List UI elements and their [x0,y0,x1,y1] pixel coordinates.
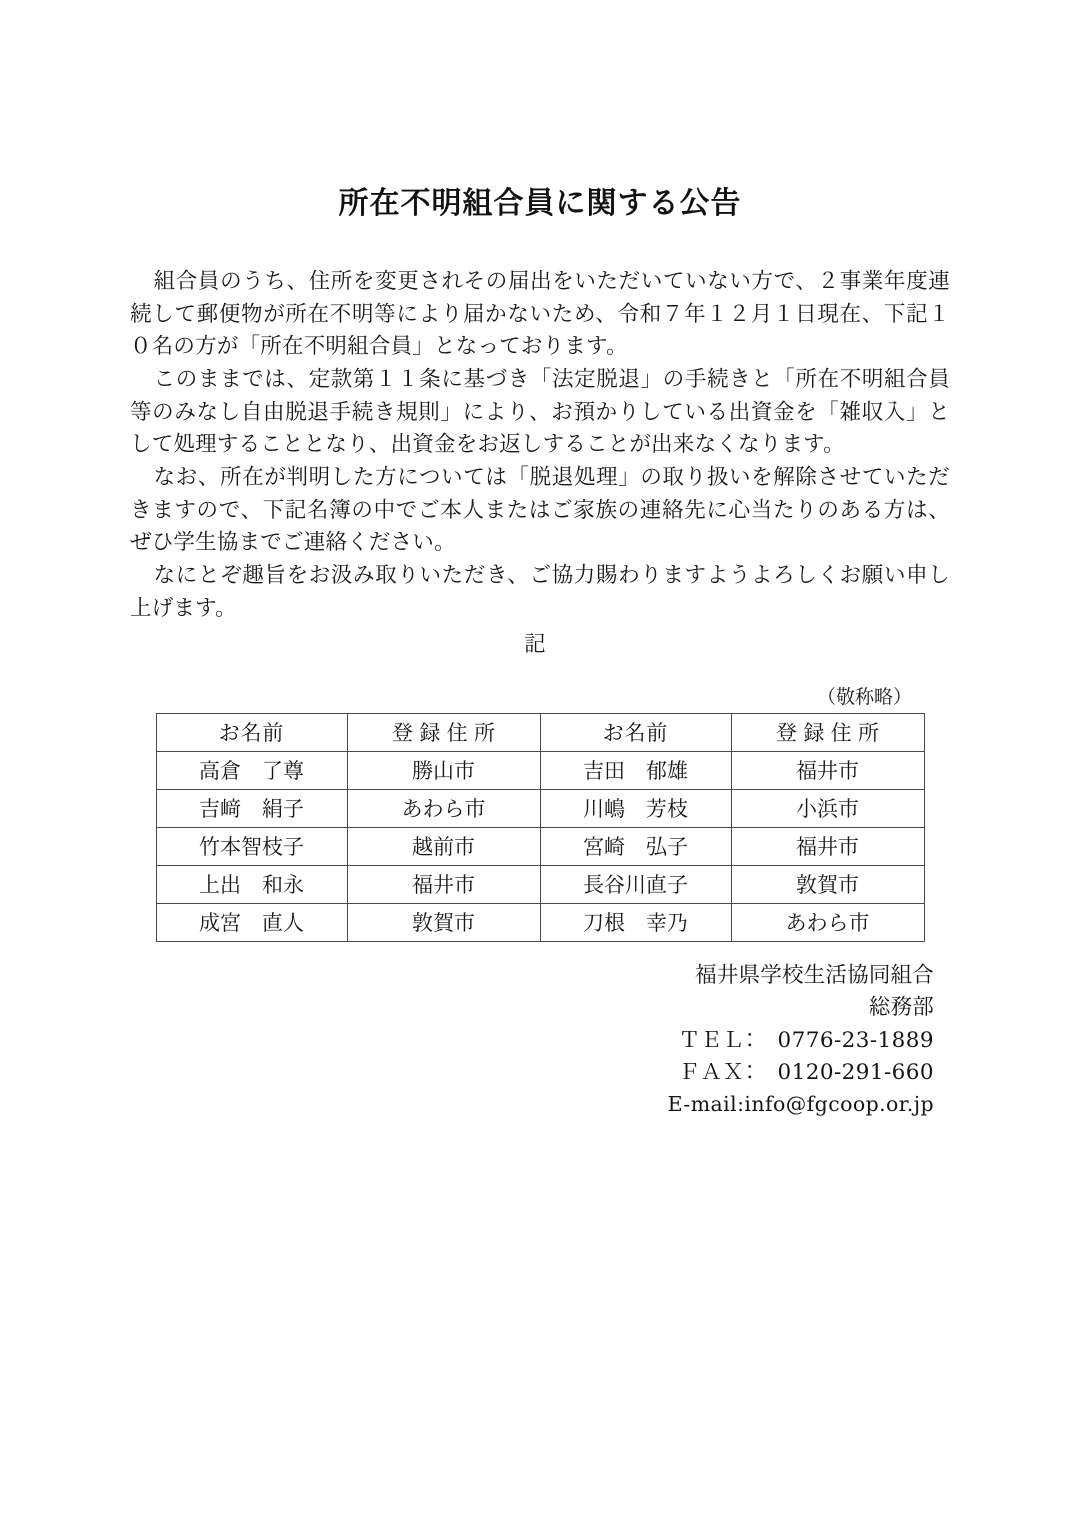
department-name: 総務部 [868,995,934,1021]
cell-address: 福井市 [347,866,540,904]
cell-address: 敦賀市 [731,866,924,904]
cell-address: あわら市 [347,790,540,828]
body-text-block [130,222,950,662]
paragraph-1: 組合員のうち、住所を変更されその届出をいただいていない方で、２事業年度連続して郵便物が所在不明等により届かないため、令和７年１２月１日現在、下記１０名の方が「所在不明組合員」となっております。 [130,269,950,360]
cell-name: 宮崎 弘子 [540,828,731,866]
cell-address: 越前市 [347,828,540,866]
cell-name: 刀根 幸乃 [540,904,731,942]
cell-address: 福井市 [731,752,924,790]
column-header-name-1: お名前 [156,714,347,752]
cell-name: 竹本智枝子 [156,828,347,866]
paragraph-2: このままでは、定款第１１条に基づき「法定脱退」の手続きと「所在不明組合員等のみなし自由脱退手続き規則」により、お預かりしている出資金を「雑収入」として処理することとなり、出資金をお返しすることが出来なくなります。 [130,367,950,458]
table-row [156,790,924,828]
paragraph-4: なにとぞ趣旨をお汲み取りいただき、ご協力賜わりますようよろしくお願い申し上げます。 [130,563,950,621]
cell-address: 敦賀市 [347,904,540,942]
table-row [156,904,924,942]
cell-name: 高倉 了尊 [156,752,347,790]
table-header-row [156,714,924,752]
ki-marker: 記 [524,632,546,658]
fax-number: ＦＡＸ： 0120-291-660 [678,1059,934,1085]
contact-block [668,960,934,1120]
cell-name: 川嶋 芳枝 [540,790,731,828]
cell-name: 上出 和永 [156,866,347,904]
page-title: 所在不明組合員に関する公告 [338,186,742,221]
cell-name: 長谷川直子 [540,866,731,904]
cell-name: 吉田 郁雄 [540,752,731,790]
email-address: E-mail:info@fgcoop.or.jp [667,1092,934,1116]
cell-name: 成宮 直人 [156,904,347,942]
honorific-note: （敬称略） [816,686,912,709]
column-header-address-1: 登録住所 [347,714,540,752]
table-row [156,866,924,904]
cell-name: 吉﨑 絹子 [156,790,347,828]
cell-address: 福井市 [731,828,924,866]
organization-name: 福井県学校生活協同組合 [695,963,934,988]
cell-address: 勝山市 [347,752,540,790]
table-row [156,752,924,790]
telephone-number: ＴＥＬ： 0776-23-1889 [678,1027,934,1053]
cell-address: あわら市 [731,904,924,942]
missing-members-table [156,713,925,942]
cell-address: 小浜市 [731,790,924,828]
column-header-name-2: お名前 [540,714,731,752]
table-row [156,828,924,866]
paragraph-3: なお、所在が判明した方については「脱退処理」の取り扱いを解除させていただきますので、下記名簿の中でご本人またはご家族の連絡先に心当たりのある方は、ぜひ学生協までご連絡ください。 [130,465,950,556]
column-header-address-2: 登録住所 [731,714,924,752]
